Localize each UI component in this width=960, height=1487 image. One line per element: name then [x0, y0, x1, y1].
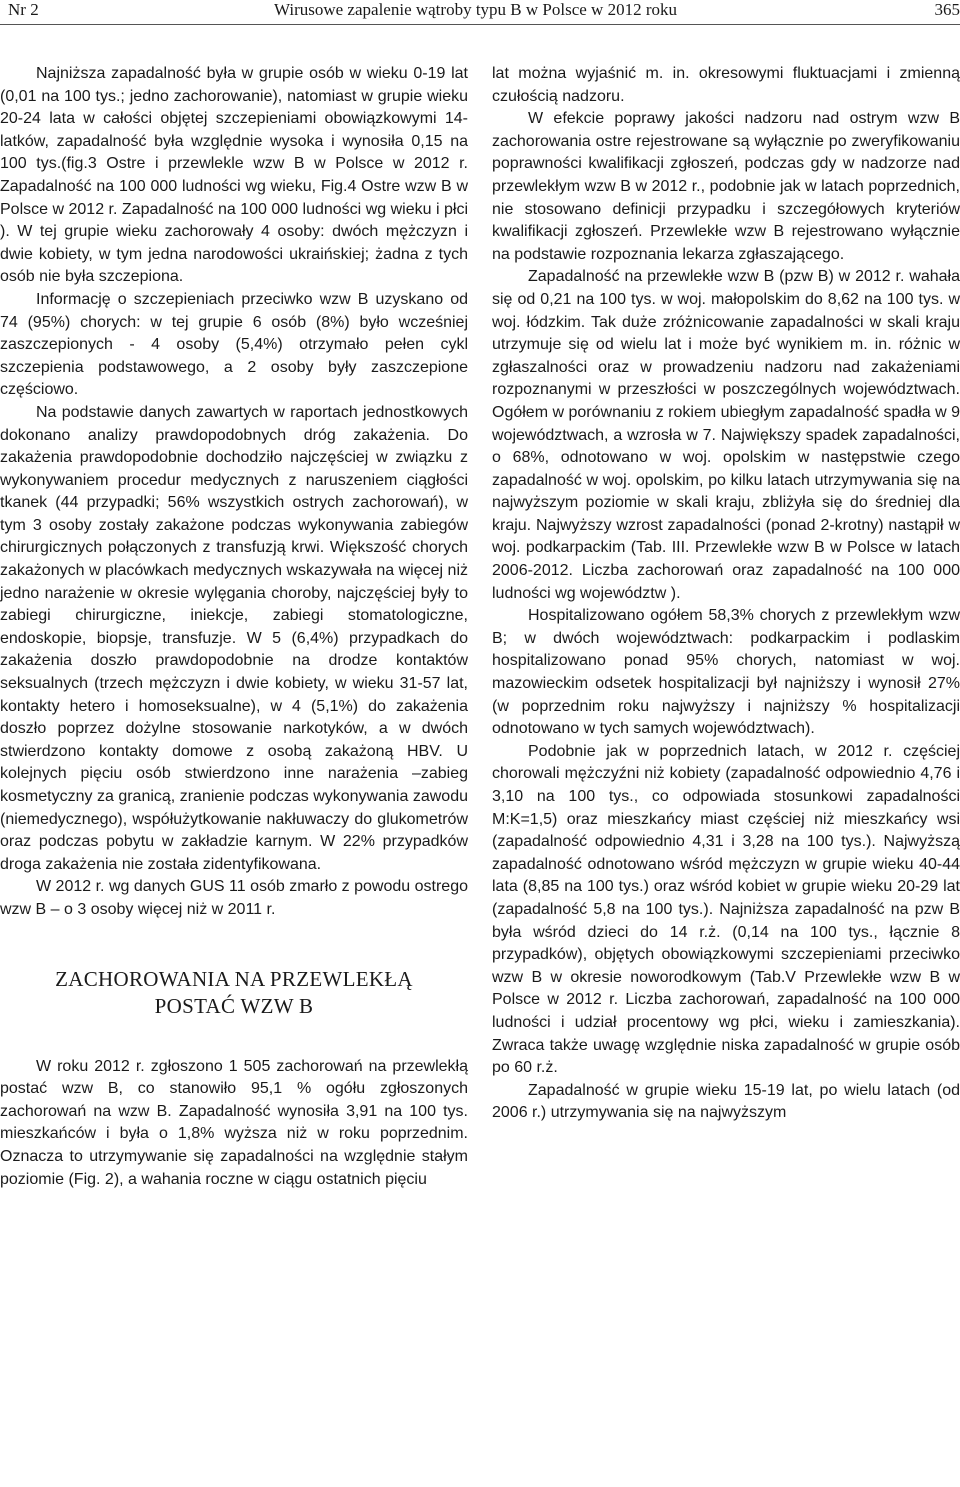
running-header [0, 0, 960, 22]
running-title: Wirusowe zapalenie wątroby typu B w Polsce w 2012 roku [274, 0, 677, 19]
header-rule [0, 24, 960, 25]
section-heading-line: ZACHOROWANIA NA PRZEWLEKŁĄ [55, 966, 413, 991]
section-heading-line: POSTAĆ WZW B [154, 993, 314, 1018]
issue-number: Nr 2 [8, 0, 39, 19]
paragraph: Najniższa zapadalność była w grupie osób w wieku 0-19 lat (0,01 na 100 tys.; jedno zachorowanie), natomiast w grupie wieku 20-24 lata w całości objętej szczepieniami obowiązkowymi 14-latków, zapadalność była względnie wysoka i wynosiła 0,15 na 100 tys.(fig.3 Ostre i przewlekle wzw B w Polsce w 2012 r. Zapadalność na 100 000 ludności wg wieku, Fig.4 Ostre wzw B w Polsce w 2012 r. Zapadalność na 100 000 ludności wg wieku i płci ). W tej grupie wieku zachorowały 4 osoby: dwóch mężczyzn i dwie kobiety, w tym jedna narodowości ukraińskiej; żadna z tych osób nie była szczepiona. [0, 65, 468, 286]
left-column [0, 63, 468, 1191]
paragraph: Na podstawie danych zawartych w raportach jednostkowych dokonano analizy prawdopodobnych dróg zakażenia. Do zakażenia prawdopodobnie dochodziło najczęściej w związku z wykonywaniem procedur medycznych z naruszeniem ciągłości tkanek (44 przypadki; 56% wszystkich ostrych zachorowań), w tym 3 osoby zostały zakażone podczas wykonywania zabiegów chirurgicznych połączonych z transfuzją krwi. Większość chorych zakażonych w placówkach medycznych wskazywała na więcej niż jedno narażenie w okresie wylęgania choroby, najczęściej były to zabiegi chirurgiczne, iniekcje, zabiegi stomatologiczne, endoskopie, biopsje, transfuzje. W 5 (6,4%) przypadkach do zakażenia doszło prawdopodobnie na drodze kontaktów seksualnych (trzech mężczyzn i dwie kobiety, w wieku 31-57 lat, kontakty hetero i homoseksualne), w 4 (5,1%) do zakażenia doszło poprzez dożylne stosowanie narkotyków, a w dwóch stwierdzono kontakty domowe z osobą zakażoną HBV. U kolejnych pięciu osób stwierdzono inne narażenia –zabieg kosmetyczny za granicą, zranienie podczas wykonywania zawodu (niemedycznego), współużytkowanie nakłuwaczy do glukometrów oraz podczas pobytu w zakładzie karnym. W 22% przypadków droga zakażenia nie została zidentyfikowana. [0, 403, 468, 873]
paragraph: Zapadalność na przewlekłe wzw B (pzw B) w 2012 r. wahała się od 0,21 na 100 tys. w woj. małopolskim do 8,62 na 100 tys. w woj. łódzkim. Tak duże zróżnicowanie zapadalności w skali kraju utrzymuje się od wielu lat i może być wynikiem m. in. różnic w zgłaszalności oraz w prowadzeniu nadzoru nad zakażeniami rozpoznanymi w przeszłości w poszczególnych województwach. Ogółem w porównaniu z rokiem ubiegłym zapadalność spadła w 9 województwach, a wzrosła w 7. Największy spadek zapadalności, o 68%, odnotowano w woj. opolskim w następstwie czego zapadalność w woj. opolskim, po kilku latach utrzymywania się na najwyższym poziomie w skali kraju, zbliżyła się do średniej dla kraju. Najwyższy wzrost zapadalności (ponad 2-krotny) nastąpił w woj. podkarpackim (Tab. III. Przewlekłe wzw B w Polsce w latach 2006-2012. Liczba zachorowań oraz zapadalność na 100 000 ludności wg województw ). [492, 268, 960, 602]
section-heading [0, 966, 468, 1020]
paragraph: W 2012 r. wg danych GUS 11 osób zmarło z powodu ostrego wzw B – o 3 osoby więcej niż w 2011 r. [0, 878, 468, 918]
paragraph: Informację o szczepieniach przeciwko wzw B uzyskano od 74 (95%) chorych: w tej grupie 6 osób (8%) było wcześniej zaszczepionych - 4 osoby (5,4%) otrzymało pełen cykl szczepienia podstawowego, a 2 osoby były zaszczepione częściowo. [0, 290, 468, 399]
paragraph: Podobnie jak w poprzednich latach, w 2012 r. częściej chorowali mężczyźni niż kobiety (zapadalność odpowiednio 4,76 i 3,10 na 100 tys., co odpowiada stosunkowi zapadalności M:K=1,5) oraz mieszkańcy miast częściej niż mieszkańcy wsi (zapadalność odpowiednio 4,31 i 3,28 na 100 tys.). Najwyższą zapadalność odnotowano wśród mężczyzn w grupie wieku 40-44 lata (8,85 na 100 tys.) oraz wśród kobiet w grupie wieku 20-29 lat (zapadalność 5,8 na 100 tys.). Najniższa zapadalność na pzw B była wśród dzieci do 14 r.ż. (0,14 na 100 tys., łącznie 8 przypadków), objętych obowiązkowymi szczepieniami przeciwko wzw B w okresie noworodkowym (Tab.V Przewlekłe wzw B w Polsce w 2012 r. Liczba zachorowań, zapadalność na 100 000 ludności i udział procentowy wg płci, wieku i zamieszkania). Zwraca także uwagę względnie niska zapadalność w grupie osób po 60 r.ż. [492, 742, 960, 1077]
paragraph: lat można wyjaśnić m. in. okresowymi fluktuacjami i zmienną czułością nadzoru. [492, 65, 960, 105]
page-number: 365 [934, 0, 960, 19]
paragraph: Hospitalizowano ogółem 58,3% chorych z przewlekłym wzw B; w dwóch województwach: podkarpackim i podlaskim hospitalizowano ponad 95% chorych, natomiast w woj. mazowieckim odsetek hospitalizacji był najniższy i wynosił 27% (w poprzednim roku najwyższy i najniższy % hospitalizacji odnotowano w tych samych województwach). [492, 607, 960, 738]
paragraph: W roku 2012 r. zgłoszono 1 505 zachorowań na przewlekłą postać wzw B, co stanowiło 95,1 % ogółu zgłoszonych zachorowań na wzw B. Zapadalność wynosiła 3,91 na 100 tys. mieszkańców i była o 1,8% wyższa niż w roku poprzednim. Oznacza to utrzymywanie się zapadalności na względnie stałym poziomie (Fig. 2), a wahania roczne w ciągu ostatnich pięciu [0, 1057, 468, 1188]
right-column [492, 63, 960, 1125]
paragraph: W efekcie poprawy jakości nadzoru nad ostrym wzw B zachorowania ostre rejestrowane są wyłącznie po zweryfikowaniu poprawności kwalifikacji zgłoszeń, podczas gdy w nadzorze nad przewlekłym wzw B w 2012 r., podobnie jak w latach poprzednich, nie stosowano definicji przypadku i szczegółowych kryteriów kwalifikacji zgłoszeń. Przewlekłe wzw B rejestrowano wyłącznie na podstawie rozpoznania lekarza zgłaszającego. [492, 110, 960, 263]
paragraph: Zapadalność w grupie wieku 15-19 lat, po wielu latach (od 2006 r.) utrzymywania się na najwyższym [492, 1081, 960, 1122]
